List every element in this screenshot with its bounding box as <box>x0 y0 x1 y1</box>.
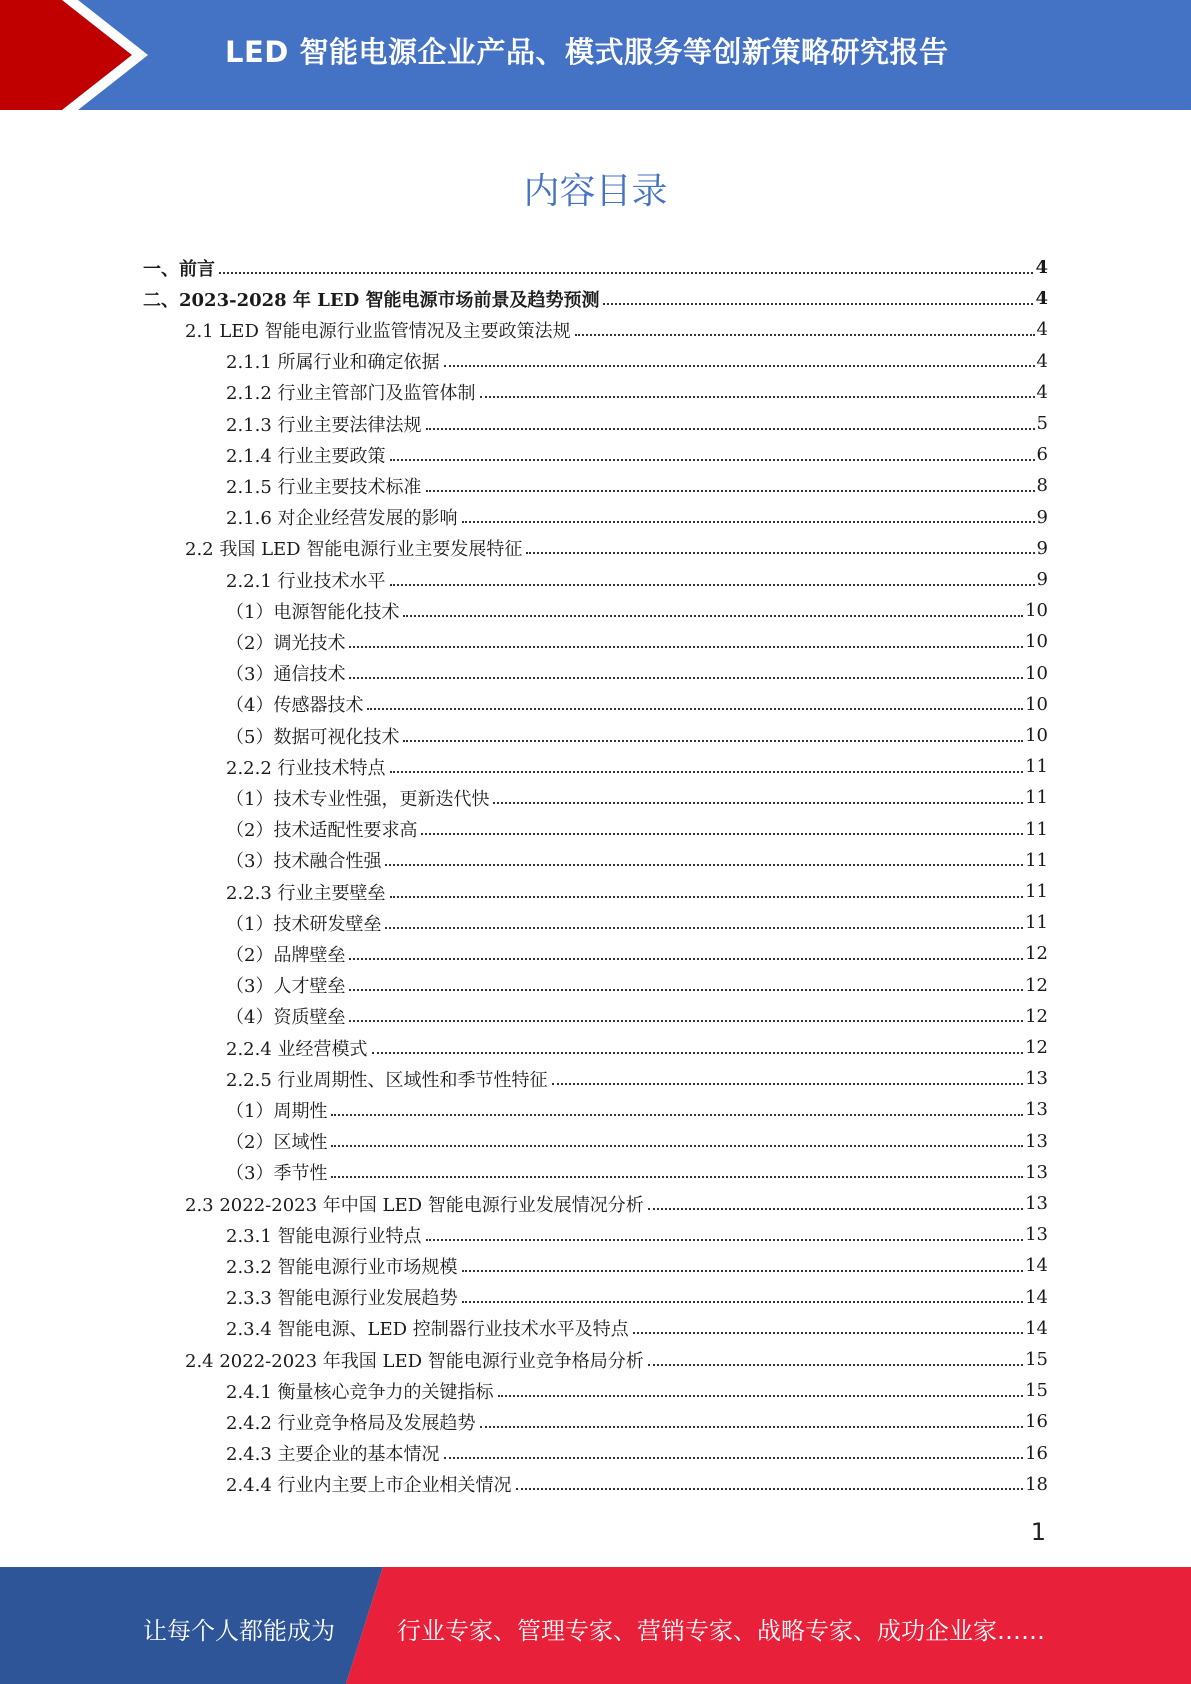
toc-entry[interactable] <box>226 658 1048 689</box>
toc-entry[interactable] <box>226 845 1048 876</box>
toc-dot-leader <box>444 1457 1024 1459</box>
toc-entry[interactable] <box>226 1094 1048 1125</box>
toc-entry[interactable] <box>226 1438 1048 1469</box>
toc-entry-page: 15 <box>1025 1380 1048 1402</box>
toc-entry-title: 2.4.1 衡量核心竞争力的关键指标 <box>226 1381 494 1403</box>
toc-entry[interactable] <box>185 314 1048 345</box>
toc-entry-title: 2.3.4 智能电源、LED 控制器行业技术水平及特点 <box>226 1319 629 1341</box>
toc-entry-page: 4 <box>1036 381 1048 403</box>
toc-entry[interactable] <box>226 564 1048 595</box>
toc-dot-leader <box>390 459 1035 461</box>
toc-dot-leader <box>444 365 1035 367</box>
toc-entry-page: 4 <box>1036 350 1048 372</box>
toc-heading: 内容目录 <box>523 171 668 212</box>
toc-entry[interactable] <box>226 1406 1048 1437</box>
toc-dot-leader <box>493 802 1023 804</box>
toc-dot-leader <box>480 396 1035 398</box>
toc-entry[interactable] <box>143 252 1048 283</box>
toc-entry-title: （4）资质壁垒 <box>226 1007 346 1029</box>
toc-entry-page: 13 <box>1025 1224 1048 1246</box>
toc-entry-page: 4 <box>1035 257 1048 278</box>
toc-entry-title: 2.2 我国 LED 智能电源行业主要发展特征 <box>185 539 523 561</box>
page-number: 1 <box>1030 1518 1046 1546</box>
toc-entry-page: 13 <box>1025 1099 1048 1121</box>
toc-entry[interactable] <box>226 1063 1048 1094</box>
toc-entry[interactable] <box>226 938 1048 969</box>
toc-entry[interactable] <box>226 1157 1048 1188</box>
toc-entry-page: 4 <box>1035 288 1048 310</box>
report-title: LED 智能电源企业产品、模式服务等创新策略研究报告 <box>225 35 949 69</box>
toc-entry-title: 二、2023-2028 年 LED 智能电源市场前景及趋势预测 <box>143 289 600 311</box>
toc-entry-title: 一、前言 <box>143 258 215 280</box>
toc-entry-page: 4 <box>1036 319 1048 341</box>
toc-entry[interactable] <box>226 782 1048 813</box>
toc-entry-title: （1）周期性 <box>226 1100 328 1122</box>
toc-entry[interactable] <box>226 1219 1048 1250</box>
toc-dot-leader <box>331 1145 1023 1147</box>
toc-entry-page: 12 <box>1025 974 1048 996</box>
toc-dot-leader <box>390 771 1024 773</box>
toc-entry-page: 13 <box>1025 1161 1048 1183</box>
toc-dot-leader <box>526 552 1034 554</box>
toc-entry[interactable] <box>226 876 1048 907</box>
toc-entry-title: 2.2.1 行业技术水平 <box>226 570 386 592</box>
toc-entry-page: 11 <box>1025 818 1048 840</box>
toc-entry[interactable] <box>226 970 1048 1001</box>
toc-entry[interactable] <box>226 408 1048 439</box>
toc-dot-leader <box>516 1488 1024 1490</box>
toc-entry-title: 2.4.3 主要企业的基本情况 <box>226 1444 440 1466</box>
toc-entry-page: 8 <box>1036 475 1048 497</box>
toc-entry-page: 11 <box>1025 787 1048 809</box>
toc-dot-leader <box>349 646 1023 648</box>
toc-entry-page: 13 <box>1025 1130 1048 1152</box>
toc-entry-title: 2.1.5 行业主要技术标准 <box>226 476 422 498</box>
toc-entry[interactable] <box>226 907 1048 938</box>
toc-dot-leader <box>385 864 1023 866</box>
toc-entry-title: 2.4 2022-2023 年我国 LED 智能电源行业竞争格局分析 <box>185 1350 644 1372</box>
toc-entry-title: 2.1.4 行业主要政策 <box>226 445 386 467</box>
toc-dot-leader <box>390 584 1035 586</box>
toc-entry-title: 2.4.2 行业竞争格局及发展趋势 <box>226 1412 476 1434</box>
toc-entry-page: 13 <box>1025 1193 1048 1214</box>
toc-entry-page: 10 <box>1025 693 1048 715</box>
toc-dot-leader <box>648 1208 1023 1210</box>
toc-entry[interactable] <box>226 751 1048 782</box>
toc-dot-leader <box>633 1332 1023 1334</box>
toc-entry-title: （3）技术融合性强 <box>226 851 382 873</box>
toc-entry[interactable] <box>226 1282 1048 1313</box>
toc-dot-leader <box>349 989 1023 991</box>
toc-entry-title: 2.3 2022-2023 年中国 LED 智能电源行业发展情况分析 <box>185 1194 644 1216</box>
toc-entry-title: 2.1.2 行业主管部门及监管体制 <box>226 383 476 405</box>
toc-dot-leader <box>462 1301 1024 1303</box>
toc-dot-leader <box>390 896 1024 898</box>
toc-dot-leader <box>219 272 1033 274</box>
toc-entry-title: 2.2.5 行业周期性、区域性和季节性特征 <box>226 1069 548 1091</box>
toc-entry-page: 10 <box>1025 662 1048 684</box>
toc-entry-title: （5）数据可视化技术 <box>226 726 400 748</box>
toc-dot-leader <box>462 521 1035 523</box>
toc-dot-leader <box>372 1052 1024 1054</box>
toc-entry-title: （2）区域性 <box>226 1132 328 1154</box>
toc-entry-title: （4）传感器技术 <box>226 695 364 717</box>
toc-entry-page: 9 <box>1036 569 1048 590</box>
toc-entry-page: 10 <box>1025 600 1048 622</box>
toc-entry[interactable] <box>226 439 1048 470</box>
toc-entry[interactable] <box>226 346 1048 377</box>
toc-entry-title: （1）技术研发壁垒 <box>226 913 382 935</box>
toc-entry-page: 11 <box>1025 881 1048 902</box>
toc-entry-page: 15 <box>1025 1349 1048 1370</box>
toc-dot-leader <box>331 1114 1023 1116</box>
header-banner <box>0 0 1191 110</box>
toc-entry[interactable] <box>226 470 1048 501</box>
toc-entry-title: 2.3.3 智能电源行业发展趋势 <box>226 1288 458 1310</box>
toc-entry[interactable] <box>226 502 1048 533</box>
toc-entry[interactable] <box>226 1375 1048 1406</box>
toc-entry-page: 12 <box>1025 943 1048 965</box>
toc-entry-page: 12 <box>1025 1037 1048 1058</box>
toc-dot-leader <box>403 740 1023 742</box>
toc-entry-page: 14 <box>1025 1317 1048 1339</box>
toc-entry-page: 14 <box>1025 1286 1048 1308</box>
toc-entry-title: （2）调光技术 <box>226 632 346 654</box>
toc-dot-leader <box>575 334 1035 336</box>
toc-dot-leader <box>421 833 1023 835</box>
toc-entry-title: （3）季节性 <box>226 1163 328 1185</box>
toc-dot-leader <box>385 927 1023 929</box>
toc-entry[interactable] <box>226 1126 1048 1157</box>
toc-dot-leader <box>349 958 1023 960</box>
footer-slogan-left: 让每个人都能成为 <box>143 1617 335 1645</box>
toc-entry-title: 2.2.4 业经营模式 <box>226 1038 368 1060</box>
toc-entry-title: 2.3.1 智能电源行业特点 <box>226 1225 422 1247</box>
toc-dot-leader <box>349 1020 1023 1022</box>
toc-entry-title: （1）技术专业性强，更新迭代快 <box>226 788 490 810</box>
toc-entry-page: 11 <box>1025 849 1048 871</box>
toc-dot-leader <box>403 615 1023 617</box>
toc-entry-title: 2.1.3 行业主要法律法规 <box>226 414 422 436</box>
toc-entry-page: 9 <box>1036 506 1048 528</box>
toc-entry[interactable] <box>226 377 1048 408</box>
toc-entry-title: （1）电源智能化技术 <box>226 601 400 623</box>
toc-entry-title: 2.2.3 行业主要壁垒 <box>226 882 386 904</box>
toc-entry[interactable] <box>226 720 1048 751</box>
toc-entry[interactable] <box>143 283 1048 314</box>
toc-entry-page: 9 <box>1036 537 1048 559</box>
toc-entry-title: （2）技术适配性要求高 <box>226 820 418 842</box>
toc-dot-leader <box>603 303 1033 305</box>
toc-dot-leader <box>426 490 1035 492</box>
toc-dot-leader <box>552 1083 1024 1085</box>
toc-entry-page: 11 <box>1025 912 1048 934</box>
toc-entry-title: 2.1.1 所属行业和确定依据 <box>226 352 440 374</box>
toc-entry[interactable] <box>185 533 1048 564</box>
toc-entry-title: 2.1 LED 智能电源行业监管情况及主要政策法规 <box>185 320 571 342</box>
toc-entry-title: 2.1.6 对企业经营发展的影响 <box>226 508 458 530</box>
toc-entry-page: 6 <box>1036 444 1048 466</box>
toc-entry-title: （3）通信技术 <box>226 664 346 686</box>
toc-entry[interactable] <box>226 689 1048 720</box>
toc-entry[interactable] <box>226 595 1048 626</box>
toc-entry[interactable] <box>185 1344 1048 1375</box>
toc-entry[interactable] <box>185 1188 1048 1219</box>
toc-entry[interactable] <box>226 814 1048 845</box>
footer-slogan-right: 行业专家、管理专家、营销专家、战略专家、成功企业家…… <box>397 1617 1045 1645</box>
toc-entry[interactable] <box>226 1001 1048 1032</box>
toc-entry[interactable] <box>226 1032 1048 1063</box>
toc-dot-leader <box>349 677 1023 679</box>
toc-dot-leader <box>426 1239 1024 1241</box>
toc-entry-title: 2.2.2 行业技术特点 <box>226 757 386 779</box>
toc-entry-title: 2.4.4 行业内主要上市企业相关情况 <box>226 1475 512 1497</box>
toc-dot-leader <box>480 1426 1024 1428</box>
toc-entry-page: 16 <box>1025 1442 1048 1464</box>
toc-entry[interactable] <box>226 1250 1048 1281</box>
toc-entry-page: 18 <box>1025 1473 1048 1495</box>
toc-dot-leader <box>367 708 1023 710</box>
toc-entry-title: （2）品牌壁垒 <box>226 944 346 966</box>
toc-entry-page: 14 <box>1025 1255 1048 1277</box>
toc-entry-page: 16 <box>1025 1411 1048 1433</box>
toc-entry[interactable] <box>226 1469 1048 1500</box>
toc-dot-leader <box>462 1270 1024 1272</box>
toc-dot-leader <box>426 428 1035 430</box>
toc-dot-leader <box>648 1364 1023 1366</box>
toc-entry-title: （3）人才壁垒 <box>226 976 346 998</box>
toc-entry-page: 10 <box>1025 725 1048 746</box>
toc-entry-page: 10 <box>1025 631 1048 653</box>
toc-entry-page: 11 <box>1025 756 1048 778</box>
toc-dot-leader <box>498 1395 1024 1397</box>
toc-entry[interactable] <box>226 1313 1048 1344</box>
toc-entry-title: 2.3.2 智能电源行业市场规模 <box>226 1256 458 1278</box>
toc-entry-page: 12 <box>1025 1005 1048 1027</box>
toc-entry-page: 13 <box>1025 1068 1048 1090</box>
toc-entry-page: 5 <box>1036 413 1048 434</box>
toc-entry[interactable] <box>226 626 1048 657</box>
toc-dot-leader <box>331 1176 1023 1178</box>
